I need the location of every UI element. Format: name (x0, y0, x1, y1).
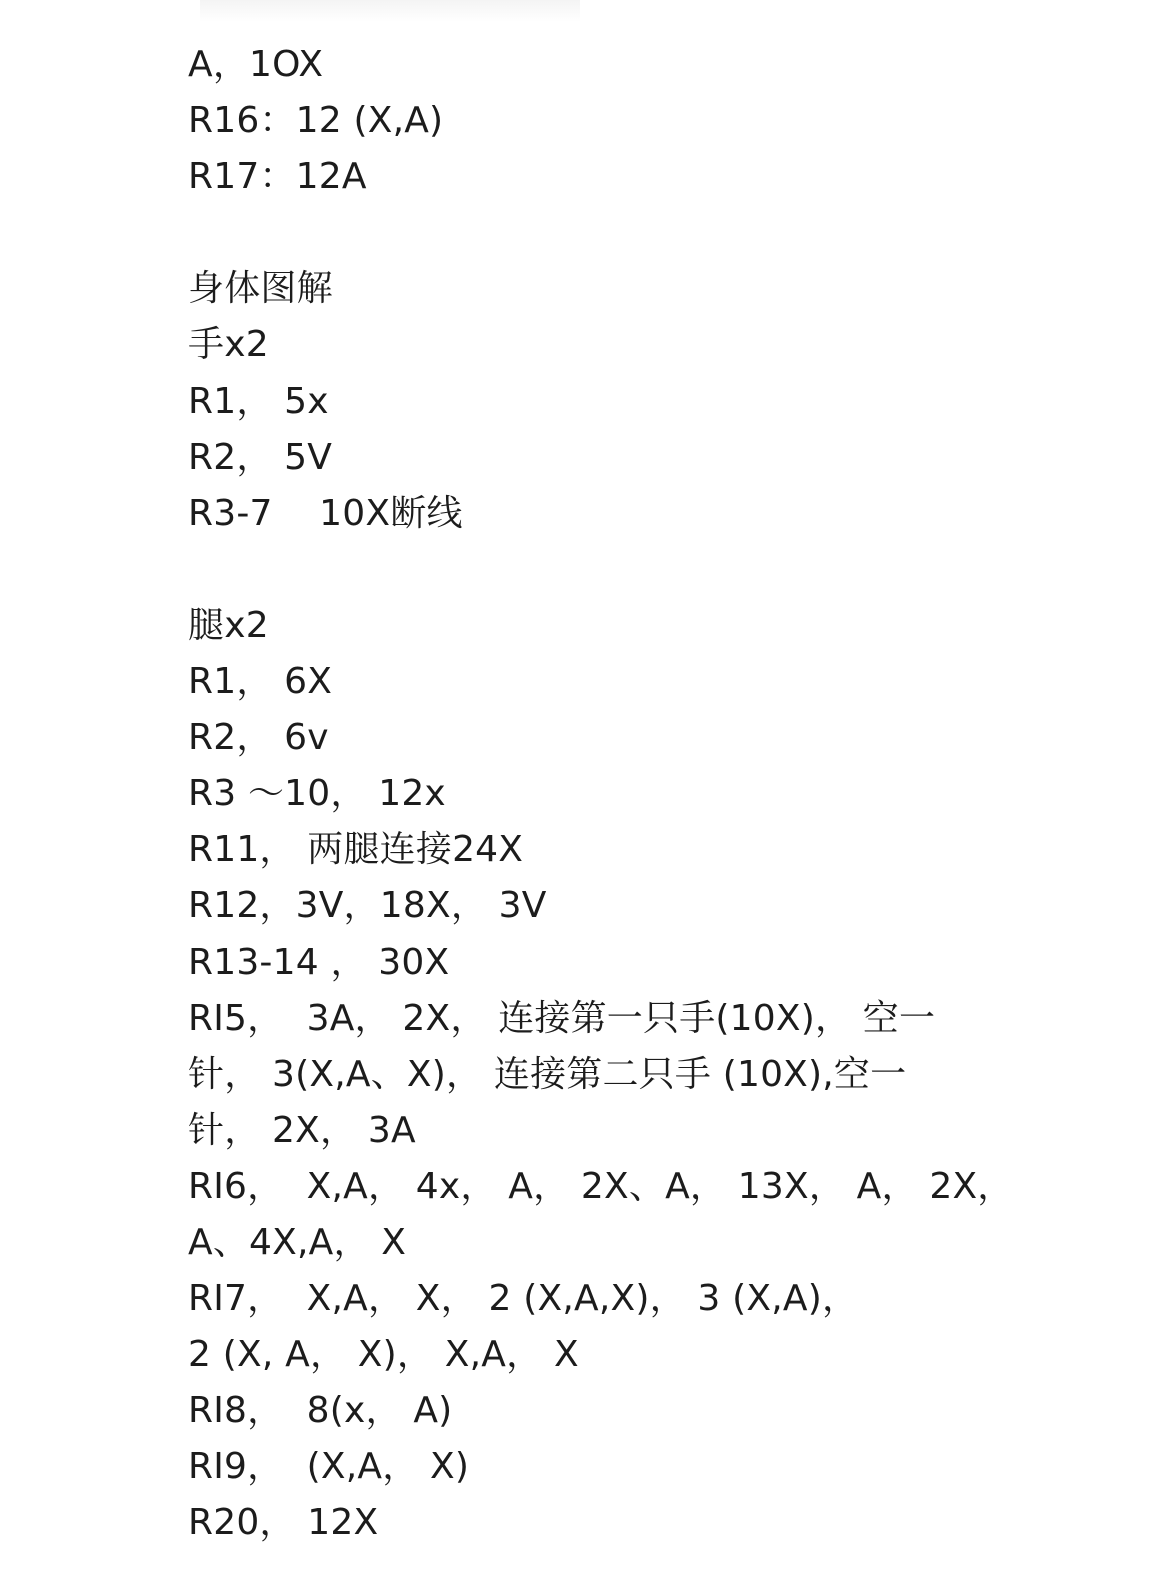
text-line: R17：12A (188, 156, 367, 198)
subsection-heading: 腿x2 (188, 604, 269, 646)
text-line: R1， 6X (188, 661, 333, 703)
top-edge-shadow (200, 0, 580, 22)
text-line: 针， 3(X,A、X)， 连接第二只手 (10X),空一 (188, 1053, 907, 1095)
text-line: A，1OX (188, 44, 324, 85)
text-line: RI9， (X,A， X) (188, 1446, 470, 1488)
text-line: R11， 两腿连接24X (188, 829, 524, 871)
text-line: R12，3V，18X， 3V (188, 885, 547, 927)
text-line: 针， 2X， 3A (188, 1109, 416, 1151)
blank-line (188, 205, 958, 261)
text-line: R3-7 10X断线 (188, 492, 463, 534)
text-line: R2， 6v (188, 717, 329, 759)
blank-line (188, 542, 958, 598)
text-line: RI8， 8(x， A) (188, 1390, 453, 1432)
text-line: R3 ～10， 12x (188, 773, 446, 815)
text-line: R1， 5x (188, 380, 329, 422)
subsection-heading: 手x2 (188, 324, 269, 366)
text-line: A、4X,A， X (188, 1221, 407, 1263)
text-line: 2 (X, A， X)， X,A， X (188, 1334, 579, 1376)
text-line: R2， 5V (188, 436, 333, 478)
text-line: R20， 12X (188, 1502, 379, 1544)
text-line: RI7， X,A， X， 2 (X,A,X)， 3 (X,A)， (188, 1278, 859, 1320)
pattern-text (188, 37, 1014, 1552)
text-line: RI5， 3A， 2X， 连接第一只手(10X)， 空一 (188, 997, 936, 1039)
text-line: RI6， X,A， 4x， A， 2X、A， 13X， A， 2X， (188, 1165, 1014, 1207)
text-line: R16：12 (X,A) (188, 100, 444, 142)
section-heading: 身体图解 (188, 268, 333, 310)
text-line: R13-14 ， 30X (188, 941, 450, 983)
